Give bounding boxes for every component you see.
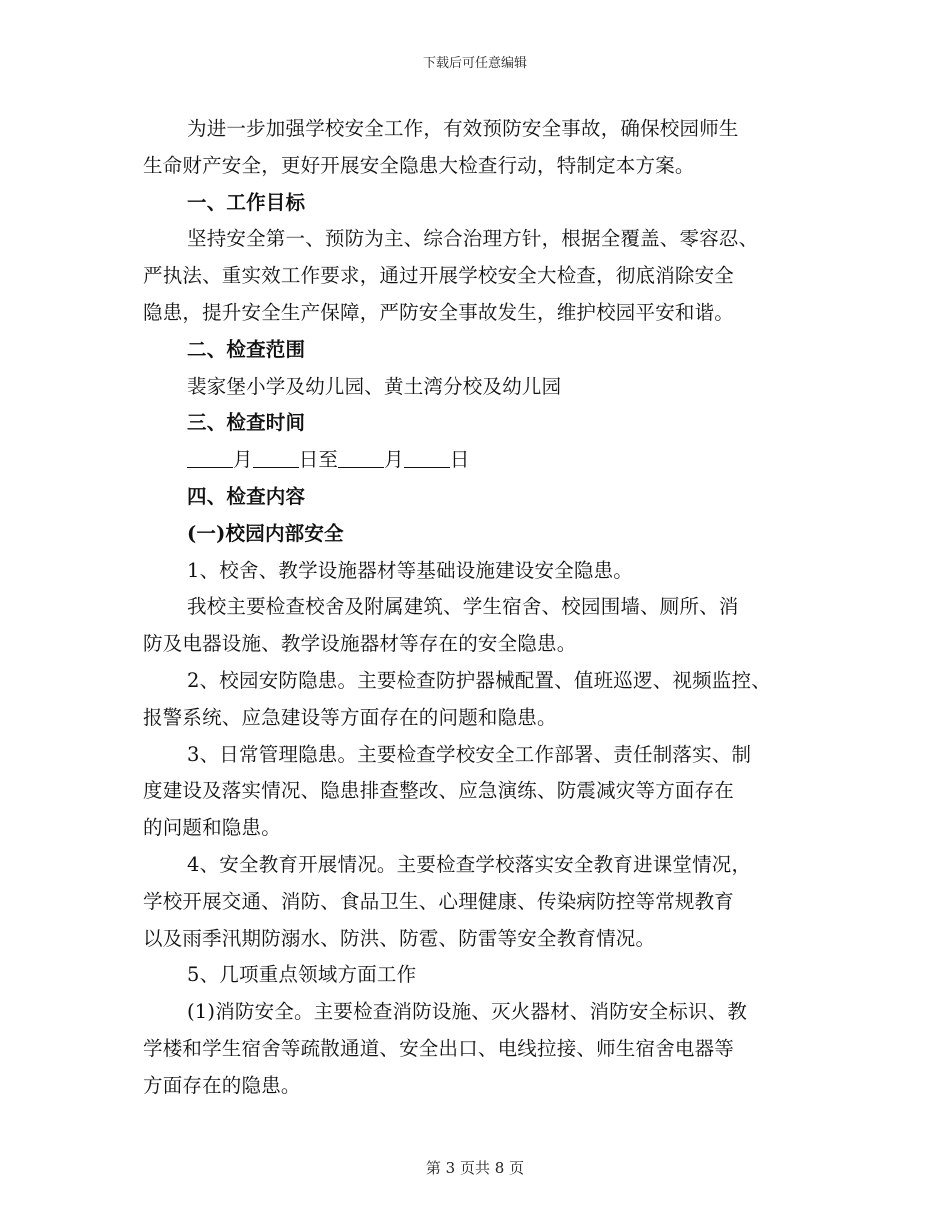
item-3-line-1: 3、日常管理隐患。主要检查学校安全工作部署、责任制落实、制 — [187, 742, 752, 766]
goals-line-3: 隐患，提升安全生产保障，严防安全事故发生，维护校园平安和谐。 — [143, 300, 735, 324]
section-heading-goals: 一、工作目标 — [187, 190, 306, 214]
blank-field — [253, 445, 299, 468]
section-heading-time: 三、检查时间 — [187, 411, 306, 435]
date-month-label: 月 — [233, 448, 253, 472]
item-4-line-2: 学校开展交通、消防、食品卫生、心理健康、传染病防控等常规教育 — [143, 889, 735, 913]
goals-line-1: 坚持安全第一、预防为主、综合治理方针，根据全覆盖、零容忍、 — [187, 227, 759, 251]
blank-field — [404, 445, 450, 468]
date-range-line — [143, 442, 808, 479]
goals-line-2: 严执法、重实效工作要求，通过开展学校安全大检查，彻底消除安全 — [143, 264, 735, 288]
item-5-1-line-2: 学楼和学生宿舍等疏散通道、安全出口、电线拉接、师生宿舍电器等 — [143, 1036, 735, 1060]
blank-field — [187, 445, 233, 468]
intro-line-2: 生命财产安全，更好开展安全隐患大检查行动，特制定本方案。 — [143, 153, 695, 177]
item-3-line-3: 的问题和隐患。 — [143, 816, 281, 840]
subsection-heading-campus: (一)校园内部安全 — [187, 521, 344, 545]
document-body — [143, 111, 808, 1105]
date-day-to-label: 日至 — [298, 448, 339, 472]
item-1-line-1: 我校主要检查校舍及附属建筑、学生宿舍、校园围墙、厕所、消 — [187, 595, 739, 619]
section-heading-scope: 二、检查范围 — [187, 337, 306, 361]
date-day-label: 日 — [449, 448, 470, 472]
item-4-line-3: 以及雨季汛期防溺水、防洪、防雹、防雷等安全教育情况。 — [143, 926, 656, 950]
page-footer: 第 3 页共 8 页 — [425, 1159, 525, 1177]
item-4-line-1: 4、安全教育开展情况。主要检查学校落实安全教育进课堂情况， — [187, 852, 752, 876]
page-header: 下载后可任意编辑 — [422, 56, 527, 71]
item-1-title: 1、校舍、教学设施器材等基础设施建设安全隐患。 — [187, 558, 634, 582]
item-2-line-2: 报警系统、应急建设等方面存在的问题和隐患。 — [143, 705, 557, 729]
blank-field — [338, 445, 384, 468]
intro-line-1: 为进一步加强学校安全工作，有效预防安全事故，确保校园师生 — [187, 117, 739, 140]
item-2-line-1: 2、校园安防隐患。主要检查防护器械配置、值班巡逻、视频监控、 — [187, 668, 771, 692]
item-5-title: 5、几项重点领域方面工作 — [187, 963, 417, 987]
item-5-1-line-1: (1)消防安全。主要检查消防设施、灭火器材、消防安全标识、教 — [187, 1000, 748, 1024]
scope-line: 裴家堡小学及幼儿园、黄土湾分校及幼儿园 — [187, 374, 562, 398]
item-1-line-2: 防及电器设施、教学设施器材等存在的安全隐患。 — [143, 632, 577, 656]
date-month-label: 月 — [384, 448, 404, 472]
section-heading-content: 四、检查内容 — [187, 484, 306, 508]
item-3-line-2: 度建设及落实情况、隐患排查整改、应急演练、防震减灾等方面存在 — [143, 779, 735, 803]
item-5-1-line-3: 方面存在的隐患。 — [143, 1073, 301, 1097]
